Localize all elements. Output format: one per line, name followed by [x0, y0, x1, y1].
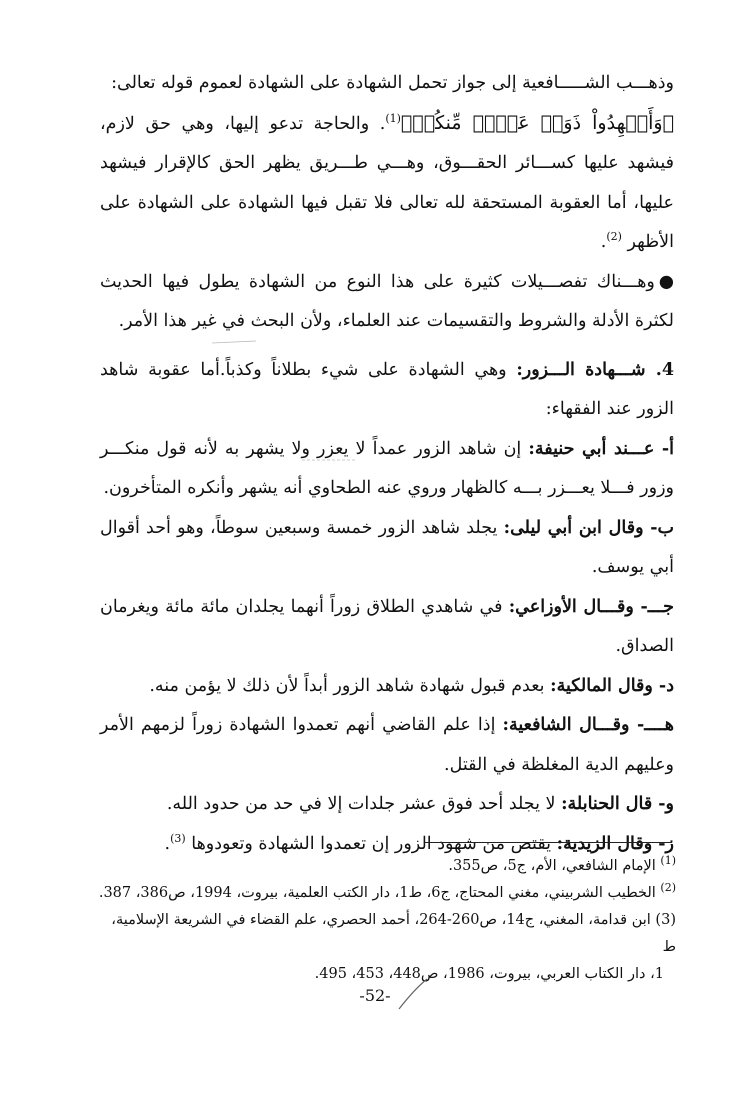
faint-mark — [210, 338, 260, 346]
main-text — [100, 64, 674, 864]
footnote-text: ابن قدامة، المغني، ج14، ص260-264، أحمد الحصري، علم القضاء في الشريعة الإسلامية، ط — [111, 912, 676, 955]
pen-stroke-mark — [396, 976, 430, 1012]
paragraph-end: . — [164, 833, 171, 854]
item-w — [100, 785, 674, 825]
faint-mark — [300, 456, 360, 464]
footnotes — [96, 853, 676, 988]
paragraph-3 — [100, 263, 674, 342]
footnote-separator — [424, 842, 672, 843]
item-lead: هــــ- وقـــال الشافعية: — [502, 715, 674, 735]
quran-verse: ﴿وَأَشۡهِدُواْ ذَوَيۡ عَدۡلٖ مِّنكُمۡ﴾ — [400, 111, 674, 134]
footnote-3 — [96, 907, 676, 961]
footnote-text: الخطيب الشربيني، مغني المحتاج، ج6، ط1، دار الكتب العلمية، بيروت، 1994، ص386، 387. — [98, 885, 661, 901]
paragraph-4 — [100, 351, 674, 430]
item-lead: و- قال الحنابلة: — [561, 794, 674, 814]
footnote-ref-1: (1) — [385, 111, 401, 125]
footnote-text: 1، دار الكتاب العربي، بيروت، 1986، ص448، 453، 495. — [314, 966, 664, 982]
item-text: يجلد شاهد الزور خمسة وسبعين سوطاً، وهو أحد أقوال أبي يوسف. — [100, 517, 674, 577]
footnote-number: (2) — [660, 881, 676, 895]
item-lead: ز- وقال الزيدية: — [556, 833, 674, 854]
item-text: إن شاهد الزور عمداً لا يعزر ولا يشهر به لأنه قول منكـــر وزور فـــلا يعـــزر بـــه كالظهار وروي عنه الطحاوي أنه يشهر وأنكره المتأخرون. — [100, 438, 674, 498]
footnote-ref-2: (2) — [606, 230, 622, 244]
footnote-2 — [96, 880, 676, 907]
item-lead: جـــ- وقـــال الأوزاعي: — [508, 596, 674, 617]
item-d — [100, 667, 674, 707]
footnote-text: الإمام الشافعي، الأم، ج5، ص355. — [448, 858, 661, 874]
item-lead: د- وقال المالكية: — [550, 675, 674, 696]
item-text: في شاهدي الطلاق زوراً أنهما يجلدان مائة مائة ويغرمان الصداق. — [100, 596, 674, 656]
item-c — [100, 588, 674, 667]
page-number: -52- — [359, 986, 391, 1005]
footnote-ref-3: (3) — [170, 831, 186, 845]
paragraph-text: وهي الشهادة على شيء بطلاناً وكذباً.أما عقوبة شاهد الزور عند الفقهاء: — [100, 359, 674, 419]
footnote-number: (3) — [655, 912, 676, 928]
item-h — [100, 706, 674, 785]
footnote-3-continued — [96, 961, 676, 988]
item-b — [100, 509, 674, 588]
item-a — [100, 430, 674, 509]
item-lead: أ- عـــند أبي حنيفة: — [528, 438, 674, 459]
paragraph-text: ●وهـــناك تفصـــيلات كثيرة على هذا النوع من الشهادة يطول فيها الحديث لكثرة الأدلة والشروط والتقسيمات عند العلماء، ولأن البحث في غير هذا الأمر. — [100, 271, 674, 331]
paragraph-1 — [100, 64, 674, 104]
item-text: يقتص من شهود الزور إن تعمدوا الشهادة وتعودوها — [191, 833, 557, 854]
paragraph-2 — [100, 104, 674, 263]
footnote-1 — [96, 853, 676, 880]
item-text: إذا علم القاضي أنهم تعمدوا الشهادة زوراً لزمهم الأمر وعليهم الدية المغلظة في القتل. — [100, 715, 674, 775]
item-text: بعدم قبول شهادة شاهد الزور أبداً لأن ذلك لا يؤمن منه. — [149, 675, 551, 696]
item-text: لا يجلد أحد فوق عشر جلدات إلا في حد من حدود الله. — [166, 794, 562, 814]
footnote-number: (1) — [660, 854, 676, 868]
section-heading: 4. شـــهادة الـــزور: — [516, 359, 674, 380]
paragraph-text: وذهـــب الشـــــافعية إلى جواز تحمل الشهادة على الشهادة لعموم قوله تعالى: — [111, 73, 674, 93]
item-lead: ب- وقال ابن أبي ليلى: — [503, 517, 674, 538]
paragraph-end: . — [600, 232, 607, 252]
paragraph-text: . والحاجة تدعو إليها، وهي حق لازم، فيشهد عليها كســـائر الحقـــوق، وهـــي طـــريق يظهر الحق كالإقرار فيشهد عليها، أما العقوبة المستحقة لله تعالى فلا تقبل فيها الشهادة على الشهادة على الأظهر — [100, 113, 674, 252]
